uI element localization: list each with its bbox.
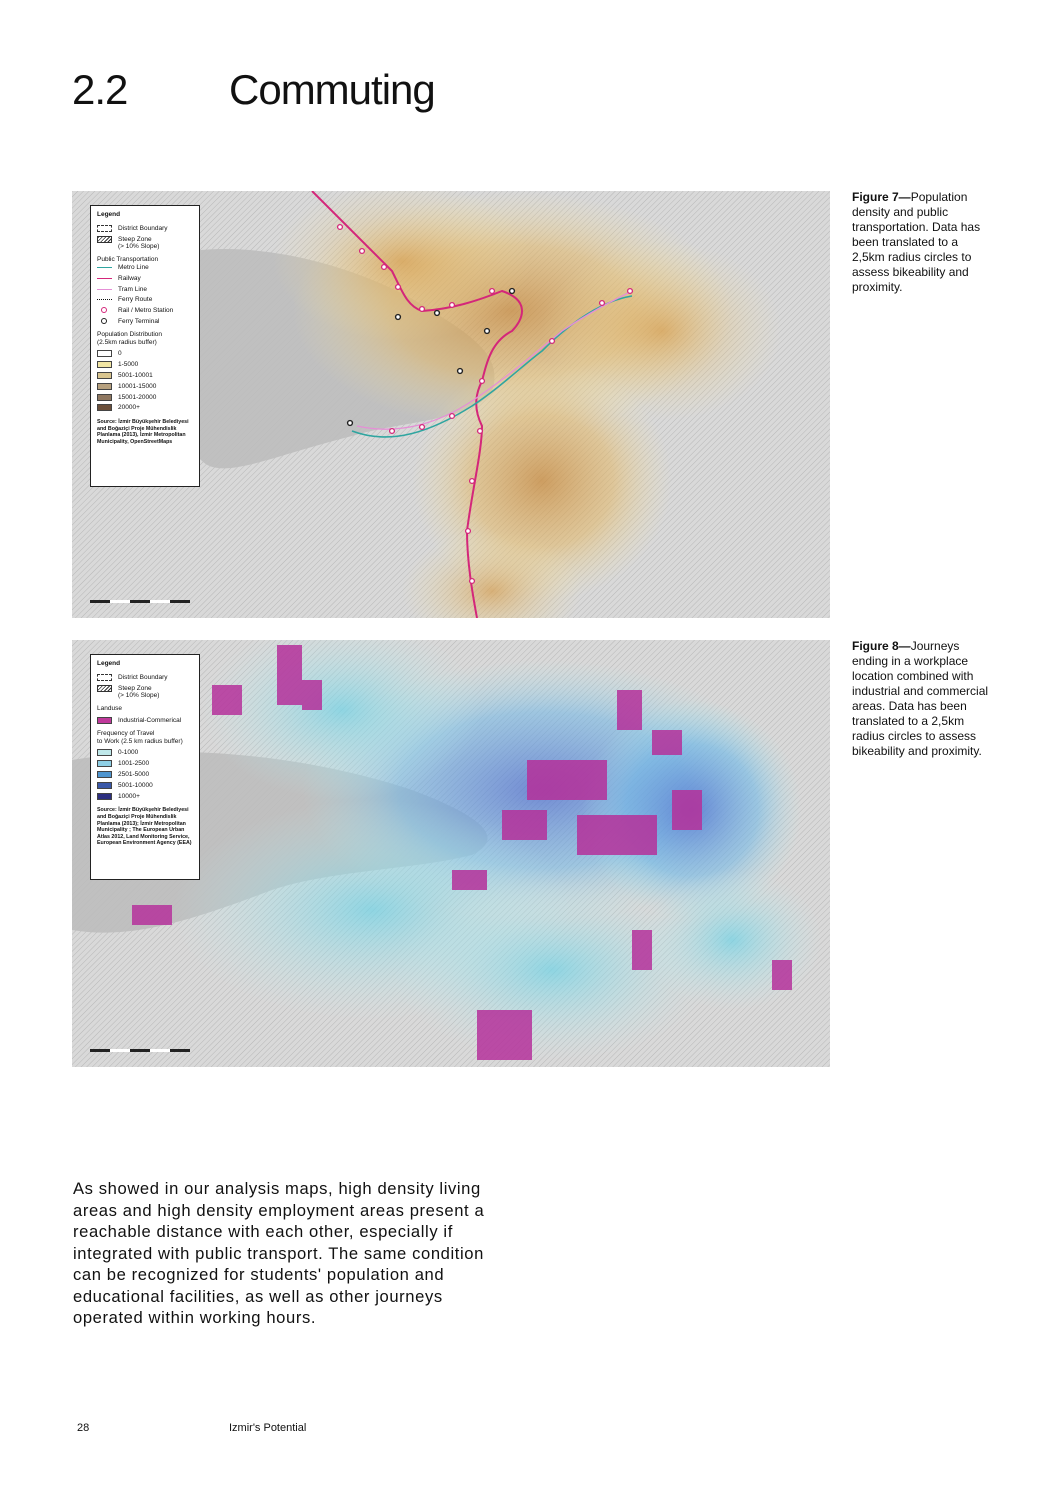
legend-row	[97, 394, 193, 402]
line-swatch-icon	[97, 275, 112, 282]
legend-label: 2501-5000	[118, 770, 150, 778]
legend-label: Industrial-Commerical	[118, 716, 182, 724]
color-swatch-icon	[97, 760, 112, 767]
line-swatch-icon	[97, 264, 112, 271]
dotted-line-icon	[97, 296, 112, 303]
color-swatch-icon	[97, 372, 112, 379]
color-swatch-icon	[97, 771, 112, 778]
legend-row	[97, 286, 193, 294]
legend-label: Metro Line	[118, 263, 149, 271]
legend-population-classes	[97, 350, 193, 412]
legend-source: Source: İzmir Büyükşehir Belediyesi and Boğaziçi Proje Mühendislik Planlama (2013); İzmir Metropolitan Municipality ; The European Urban Atlas 2012, Land Monitoring Service, European Environment Agency (EEA)	[97, 807, 192, 847]
hatch-icon	[97, 236, 112, 243]
figure8-caption: Figure 8—Journeys ending in a workplace location combined with industrial and commercial areas. Data has been translated to a 2,5km radius circles to assess bikeability and proximity.	[852, 639, 989, 758]
legend-label: Ferry Route	[118, 296, 153, 304]
legend-label: 1-5000	[118, 361, 139, 369]
page-number: 28	[77, 1422, 90, 1434]
legend-label: 15001-20000	[118, 393, 157, 401]
legend-travel-classes	[97, 749, 193, 800]
dashed-box-icon	[97, 674, 112, 681]
legend-row	[97, 760, 193, 768]
legend-row	[97, 275, 193, 283]
legend-label: 1001-2500	[118, 760, 150, 768]
body-paragraph: As showed in our analysis maps, high density living areas and high density employment areas present a reachable distance with each other, especially if integrated with public transport. The same condition can be recognized for students' population and educational facilities, as well as other journeys operated within working hours.	[73, 1179, 485, 1327]
legend-label: Tram Line	[118, 285, 148, 293]
color-swatch-icon	[97, 383, 112, 390]
legend-row	[97, 793, 193, 801]
legend-row	[97, 383, 193, 391]
legend-district-boundary: District Boundary	[97, 674, 193, 682]
legend-label: 5001-10000	[118, 781, 153, 789]
population-transport-map	[72, 191, 830, 618]
dashed-box-icon	[97, 225, 112, 232]
legend-title: Legend	[97, 211, 121, 218]
station-circle-icon	[97, 307, 112, 314]
legend-label: 20000+	[118, 404, 140, 412]
section-number: 2.2	[72, 66, 128, 113]
figure7-label: Figure 7—	[852, 190, 911, 204]
legend-label: Railway	[118, 274, 141, 282]
legend-district-boundary: District Boundary	[97, 225, 193, 233]
legend-label: 10000+	[118, 792, 140, 800]
legend-population-heading: Population Distribution (2.5km radius buffer)	[97, 330, 163, 346]
legend-row	[97, 350, 193, 358]
legend-label: Ferry Terminal	[118, 317, 160, 325]
legend-travel-heading: Frequency of Travel to Work (2.5 km radius buffer)	[97, 729, 183, 745]
workplace-map-legend	[90, 654, 200, 880]
color-swatch-icon	[97, 361, 112, 368]
color-swatch-icon	[97, 717, 112, 724]
population-map-legend	[90, 205, 200, 487]
legend-title: Legend	[97, 660, 121, 667]
line-swatch-icon	[97, 286, 112, 293]
legend-row	[97, 749, 193, 757]
scale-bar	[90, 1049, 190, 1052]
legend-row	[97, 318, 193, 326]
legend-landuse-list	[97, 717, 193, 725]
legend-row	[97, 264, 193, 272]
legend-source: Source: İzmir Büyükşehir Belediyesi and Boğaziçi Proje Mühendislik Planlama (2013), İzmir Metropolitan Municipality, OpenStreetMaps	[97, 419, 189, 445]
figure7-caption: Figure 7—Population density and public transportation. Data has been translated to a 2,5km radius circles to assess bikeability and proximity.	[852, 190, 981, 294]
legend-row	[97, 307, 193, 315]
legend-public-transport-heading: Public Transportation	[97, 256, 159, 264]
color-swatch-icon	[97, 350, 112, 357]
station-circle-icon	[97, 318, 112, 325]
legend-label: 5001-10001	[118, 371, 153, 379]
legend-steep-zone: Steep Zone (> 10% Slope)	[97, 685, 193, 701]
color-swatch-icon	[97, 749, 112, 756]
legend-row	[97, 296, 193, 304]
section-title: Commuting	[229, 66, 435, 113]
legend-label: 0	[118, 350, 122, 358]
figure8-label: Figure 8—	[852, 639, 911, 653]
legend-landuse-heading: Landuse	[97, 705, 122, 713]
color-swatch-icon	[97, 782, 112, 789]
legend-row	[97, 782, 193, 790]
workplace-journeys-map	[72, 640, 830, 1067]
legend-label: 10001-15000	[118, 382, 157, 390]
running-head: Izmir's Potential	[229, 1422, 307, 1434]
legend-row	[97, 771, 193, 779]
color-swatch-icon	[97, 394, 112, 401]
color-swatch-icon	[97, 793, 112, 800]
legend-row	[97, 717, 193, 725]
legend-row	[97, 361, 193, 369]
hatch-icon	[97, 685, 112, 692]
scale-bar	[90, 600, 190, 603]
legend-label: Rail / Metro Station	[118, 307, 174, 315]
legend-steep-zone: Steep Zone (> 10% Slope)	[97, 236, 193, 252]
legend-label: 0-1000	[118, 749, 139, 757]
legend-transport-list	[97, 264, 193, 326]
legend-row	[97, 372, 193, 380]
legend-row	[97, 404, 193, 412]
color-swatch-icon	[97, 404, 112, 411]
